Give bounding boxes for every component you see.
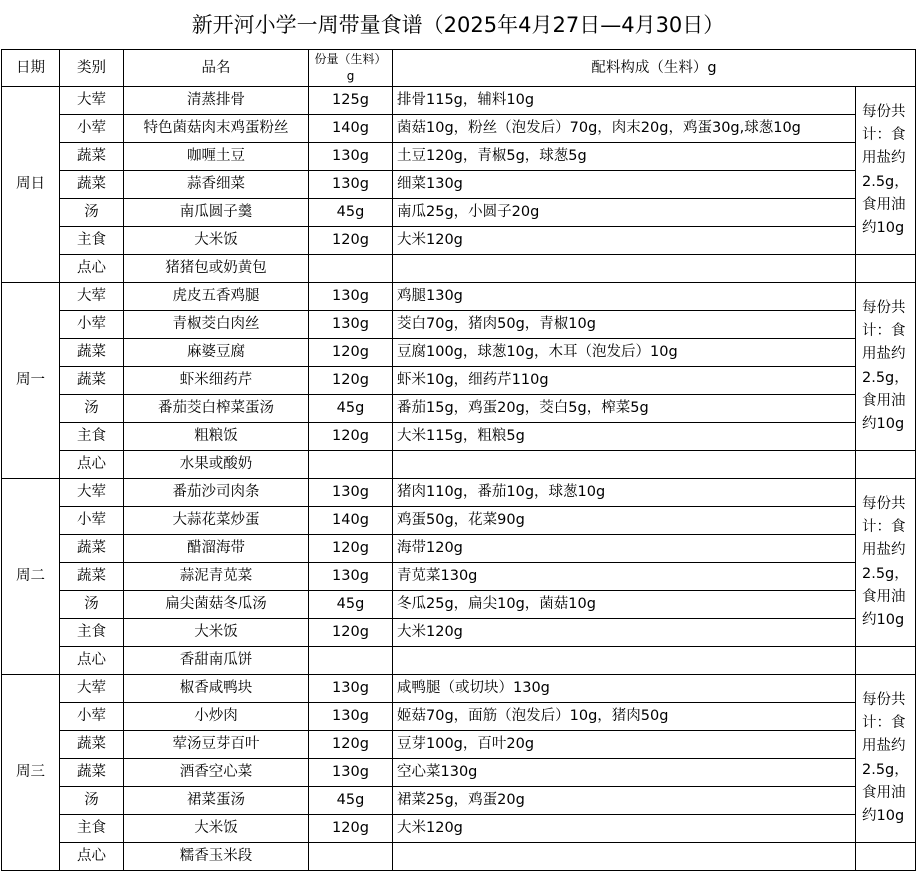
- category-cell: 大荤: [60, 479, 124, 507]
- dish-cell: 大米饭: [124, 227, 309, 255]
- table-row: [2, 479, 916, 507]
- category-cell: 主食: [60, 423, 124, 451]
- portion-cell: 130g: [309, 171, 393, 199]
- ingredients-cell: 土豆120g，青椒5g，球葱5g: [393, 143, 856, 171]
- nutrition-note: 每份共计：食用盐约2.5g，食用油约10g: [856, 283, 916, 451]
- portion-cell: 45g: [309, 395, 393, 423]
- dish-cell: 虎皮五香鸡腿: [124, 283, 309, 311]
- category-cell: 蔬菜: [60, 759, 124, 787]
- dish-cell: 酒香空心菜: [124, 759, 309, 787]
- portion-cell: 130g: [309, 703, 393, 731]
- portion-cell: 125g: [309, 87, 393, 115]
- ingredients-cell: 裙菜25g，鸡蛋20g: [393, 787, 856, 815]
- dish-cell: 水果或酸奶: [124, 451, 309, 479]
- dish-cell: 大米饭: [124, 619, 309, 647]
- dish-cell: 荤汤豆芽百叶: [124, 731, 309, 759]
- table-row: [2, 731, 916, 759]
- table-row: [2, 535, 916, 563]
- table-row: [2, 759, 916, 787]
- portion-cell: 130g: [309, 759, 393, 787]
- ingredients-cell: 排骨115g，辅料10g: [393, 87, 856, 115]
- ingredients-cell: 菌菇10g，粉丝（泡发后）70g，肉末20g，鸡蛋30g,球葱10g: [393, 115, 856, 143]
- category-cell: 点心: [60, 843, 124, 871]
- dish-cell: 番茄沙司肉条: [124, 479, 309, 507]
- empty-note-cell: [856, 255, 916, 283]
- portion-cell: [309, 255, 393, 283]
- portion-cell: 120g: [309, 815, 393, 843]
- portion-cell: 140g: [309, 115, 393, 143]
- table-row: [2, 255, 916, 283]
- table-row: [2, 115, 916, 143]
- table-row: [2, 703, 916, 731]
- dish-cell: 香甜南瓜饼: [124, 647, 309, 675]
- portion-cell: 130g: [309, 311, 393, 339]
- dish-cell: 醋溜海带: [124, 535, 309, 563]
- table-row: [2, 227, 916, 255]
- portion-cell: 45g: [309, 199, 393, 227]
- category-cell: 大荤: [60, 87, 124, 115]
- category-cell: 蔬菜: [60, 171, 124, 199]
- portion-cell: 120g: [309, 339, 393, 367]
- table-row: [2, 647, 916, 675]
- category-cell: 汤: [60, 787, 124, 815]
- dish-cell: 大米饭: [124, 815, 309, 843]
- ingredients-cell: 鸡腿130g: [393, 283, 856, 311]
- portion-cell: [309, 843, 393, 871]
- category-cell: 蔬菜: [60, 535, 124, 563]
- table-row: [2, 787, 916, 815]
- table-row: [2, 143, 916, 171]
- category-cell: 小荤: [60, 507, 124, 535]
- empty-note-cell: [856, 843, 916, 871]
- table-row: [2, 283, 916, 311]
- dish-cell: 糯香玉米段: [124, 843, 309, 871]
- header-ingredients: 配料构成（生料）g: [393, 50, 916, 87]
- category-cell: 汤: [60, 199, 124, 227]
- portion-cell: 120g: [309, 535, 393, 563]
- portion-cell: 120g: [309, 731, 393, 759]
- portion-cell: 130g: [309, 563, 393, 591]
- header-category: 类别: [60, 50, 124, 87]
- portion-cell: [309, 647, 393, 675]
- dish-cell: 猪猪包或奶黄包: [124, 255, 309, 283]
- category-cell: 蔬菜: [60, 367, 124, 395]
- ingredients-cell: 姬菇70g，面筋（泡发后）10g，猪肉50g: [393, 703, 856, 731]
- ingredients-cell: 大米115g，粗粮5g: [393, 423, 856, 451]
- portion-cell: 120g: [309, 367, 393, 395]
- table-row: [2, 507, 916, 535]
- menu-table: [1, 49, 916, 871]
- ingredients-cell: 鸡蛋50g，花菜90g: [393, 507, 856, 535]
- table-row: [2, 451, 916, 479]
- category-cell: 汤: [60, 395, 124, 423]
- portion-cell: 45g: [309, 787, 393, 815]
- table-row: [2, 563, 916, 591]
- ingredients-cell: 青苋菜130g: [393, 563, 856, 591]
- dish-cell: 粗粮饭: [124, 423, 309, 451]
- category-cell: 小荤: [60, 311, 124, 339]
- category-cell: 小荤: [60, 703, 124, 731]
- dish-cell: 虾米细药芹: [124, 367, 309, 395]
- dish-cell: 清蒸排骨: [124, 87, 309, 115]
- table-row: [2, 423, 916, 451]
- ingredients-cell: 猪肉110g，番茄10g，球葱10g: [393, 479, 856, 507]
- dish-cell: 椒香咸鸭块: [124, 675, 309, 703]
- dish-cell: 南瓜圆子羹: [124, 199, 309, 227]
- category-cell: 小荤: [60, 115, 124, 143]
- empty-note-cell: [856, 647, 916, 675]
- table-row: [2, 367, 916, 395]
- table-row: [2, 311, 916, 339]
- ingredients-cell: [393, 255, 856, 283]
- ingredients-cell: 豆腐100g，球葱10g，木耳（泡发后）10g: [393, 339, 856, 367]
- ingredients-cell: 南瓜25g，小圆子20g: [393, 199, 856, 227]
- category-cell: 主食: [60, 815, 124, 843]
- dish-cell: 咖喱土豆: [124, 143, 309, 171]
- ingredients-cell: 虾米10g，细药芹110g: [393, 367, 856, 395]
- ingredients-cell: 豆芽100g，百叶20g: [393, 731, 856, 759]
- ingredients-cell: 细菜130g: [393, 171, 856, 199]
- portion-cell: 130g: [309, 283, 393, 311]
- table-row: [2, 591, 916, 619]
- table-row: [2, 815, 916, 843]
- ingredients-cell: 番茄15g，鸡蛋20g，茭白5g，榨菜5g: [393, 395, 856, 423]
- table-row: [2, 87, 916, 115]
- ingredients-cell: 空心菜130g: [393, 759, 856, 787]
- nutrition-note: 每份共计：食用盐约2.5g，食用油约10g: [856, 479, 916, 647]
- table-row: [2, 843, 916, 871]
- table-row: [2, 675, 916, 703]
- ingredients-cell: [393, 843, 856, 871]
- table-row: [2, 395, 916, 423]
- ingredients-cell: 大米120g: [393, 619, 856, 647]
- ingredients-cell: 大米120g: [393, 815, 856, 843]
- portion-cell: 120g: [309, 619, 393, 647]
- day-label: 周三: [2, 675, 60, 871]
- category-cell: 点心: [60, 255, 124, 283]
- table-row: [2, 339, 916, 367]
- header-portion-line1: 份量（生料）: [314, 52, 387, 67]
- ingredients-cell: [393, 451, 856, 479]
- ingredients-cell: 大米120g: [393, 227, 856, 255]
- dish-cell: 大蒜花菜炒蛋: [124, 507, 309, 535]
- dish-cell: 裙菜蛋汤: [124, 787, 309, 815]
- category-cell: 蔬菜: [60, 143, 124, 171]
- ingredients-cell: 海带120g: [393, 535, 856, 563]
- category-cell: 大荤: [60, 675, 124, 703]
- table-row: [2, 619, 916, 647]
- day-label: 周二: [2, 479, 60, 675]
- category-cell: 主食: [60, 619, 124, 647]
- dish-cell: 小炒肉: [124, 703, 309, 731]
- day-label: 周一: [2, 283, 60, 479]
- day-label: 周日: [2, 87, 60, 283]
- table-row: [2, 199, 916, 227]
- category-cell: 汤: [60, 591, 124, 619]
- dish-cell: 扁尖菌菇冬瓜汤: [124, 591, 309, 619]
- header-date: 日期: [2, 50, 60, 87]
- ingredients-cell: 咸鸭腿（或切块）130g: [393, 675, 856, 703]
- category-cell: 点心: [60, 451, 124, 479]
- ingredients-cell: 冬瓜25g，扁尖10g，菌菇10g: [393, 591, 856, 619]
- ingredients-cell: [393, 647, 856, 675]
- nutrition-note: 每份共计：食用盐约2.5g，食用油约10g: [856, 675, 916, 843]
- portion-cell: 120g: [309, 423, 393, 451]
- portion-cell: 140g: [309, 507, 393, 535]
- header-row: [2, 50, 916, 87]
- ingredients-cell: 茭白70g，猪肉50g，青椒10g: [393, 311, 856, 339]
- category-cell: 蔬菜: [60, 563, 124, 591]
- dish-cell: 青椒茭白肉丝: [124, 311, 309, 339]
- portion-cell: 130g: [309, 143, 393, 171]
- header-portion-line2: g: [346, 69, 355, 83]
- empty-note-cell: [856, 451, 916, 479]
- portion-cell: 130g: [309, 675, 393, 703]
- dish-cell: 特色菌菇肉末鸡蛋粉丝: [124, 115, 309, 143]
- category-cell: 点心: [60, 647, 124, 675]
- nutrition-note: 每份共计：食用盐约2.5g，食用油约10g: [856, 87, 916, 255]
- portion-cell: [309, 451, 393, 479]
- dish-cell: 麻婆豆腐: [124, 339, 309, 367]
- table-row: [2, 171, 916, 199]
- portion-cell: 120g: [309, 227, 393, 255]
- category-cell: 大荤: [60, 283, 124, 311]
- category-cell: 主食: [60, 227, 124, 255]
- dish-cell: 蒜泥青苋菜: [124, 563, 309, 591]
- header-portion: [309, 50, 393, 87]
- portion-cell: 130g: [309, 479, 393, 507]
- portion-cell: 45g: [309, 591, 393, 619]
- header-dish: 品名: [124, 50, 309, 87]
- category-cell: 蔬菜: [60, 339, 124, 367]
- category-cell: 蔬菜: [60, 731, 124, 759]
- dish-cell: 番茄茭白榨菜蛋汤: [124, 395, 309, 423]
- page-title: 新开河小学一周带量食谱（2025年4月27日—4月30日）: [191, 13, 725, 37]
- dish-cell: 蒜香细菜: [124, 171, 309, 199]
